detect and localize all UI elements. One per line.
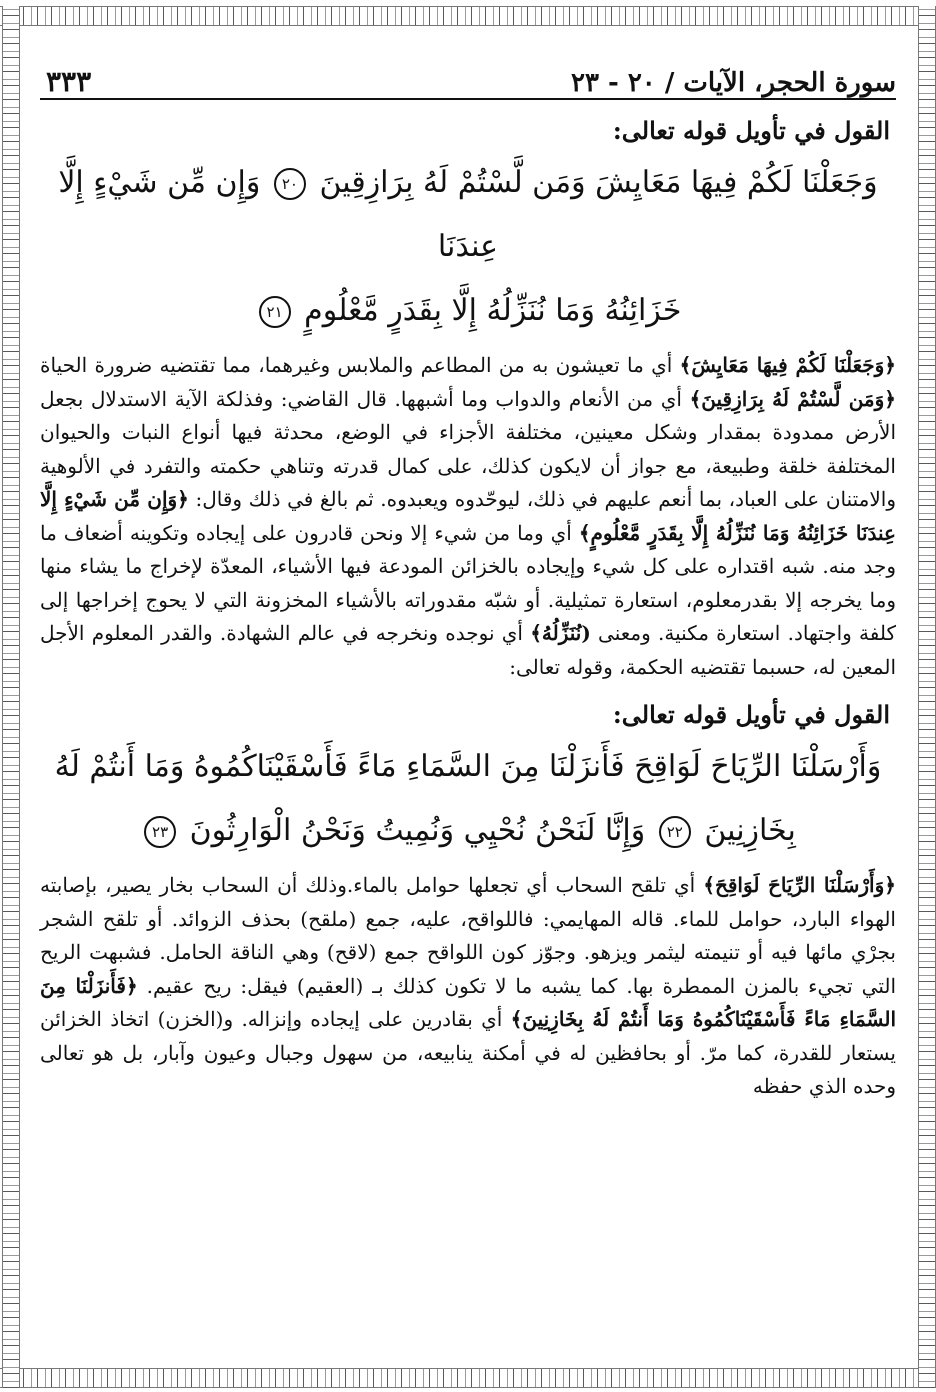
bottom-border: [0, 1368, 936, 1388]
verse-block-1: [40, 151, 896, 343]
ayah-marker: ٢٢: [659, 816, 691, 848]
page-header: [40, 44, 896, 100]
section-heading-1: القول في تأويل قوله تعالى:: [612, 116, 890, 145]
verse-line: بِخَازِنِينَ ٢٢ وَإِنَّا لَنَحْنُ نُحْيِي وَنُمِيتُ وَنَحْنُ الْوَارِثُونَ ٢٣: [54, 799, 882, 863]
left-border: [2, 6, 20, 1388]
verse-block-2: [40, 735, 896, 863]
commentary-paragraph-2: ﴿وَأَرْسَلْنَا الرِّيَاحَ لَوَاقِحَ﴾ أي تلقح السحاب أي تجعلها حوامل بالماء.وذلك أن السحاب بخار يصير، بإصابته الهواء البارد، حوامل للماء. قاله المهايمي: فاللواقح، عليه، جمع (ملقح) بحذف الزوائد. أو تلقح الشجر بجرْي مائها فيه أو تنيمته ليثمر ويزهو. وجوّز كون اللواقح جمع (لاقح) وهي الناقة الحامل. فشبهت الريح التي تجيء بالمزن الممطرة بها. كما يشبه ما لا تكون كذلك بـ (العقيم) فيقل: ريح عقيم. ﴿فَأَنزَلْنَا مِنَ السَّمَاءِ مَاءً فَأَسْقَيْنَاكُمُوهُ وَمَا أَنتُمْ لَهُ بِخَازِنِينَ﴾ أي بقادرين على إيجاده وإنزاله. و(الخزن) اتخاذ الخزائن يستعار للقدرة، كما مرّ. أو بحافظين له في أمكنة ينابيعه، من سهول وجبال وعيون وآبار، بل هو تعالى وحده الذي حفظه: [40, 873, 897, 1098]
commentary-paragraph-1: ﴿وَجَعَلْنَا لَكُمْ فِيهَا مَعَايِشَ﴾ أي ما تعيشون به من المطاعم والملابس وغيرهما، مما تقتضيه ضرورة الحياة ﴿وَمَن لَّسْتُمْ لَهُ بِرَازِقِينَ﴾ أي من الأنعام والدواب وما أشبهها. قال القاضي: وفذلكة الآية الاستدلال بجعل الأرض ممدودة بمقدار وشكل معينين، مختلفة الأجزاء في الوضع، محدثة فيها أنواع النبات والحيوان المختلفة خلقة وطبيعة، مع جواز أن لايكون كذلك، على كمال قدرته وتناهي حكمته والتفرد في الألوهية والامتنان على العباد، بما أنعم عليهم في ذلك، ليوحّدوه ويعبدوه. ثم بالغ في ذلك وقال: ﴿وَإِن مِّن شَيْءٍ إِلَّا عِندَنَا خَزَائِنُهُ وَمَا نُنَزِّلُهُ إِلَّا بِقَدَرٍ مَّعْلُومٍ﴾ أي وما من شيء إلا ونحن قادرون على إيجاده وتكوينه أضعاف ما وجد منه. شبه اقتداره على كل شيء وإيجاده بالخزائن المودعة فيها الأشياء، المعدّة لإخراج ما يشاء منها وما يخرجه إلا بقدرمعلوم، استعارة تمثيلية. أو شبّه مقدوراته بالأشياء المخزونة التي لا يحوج إخراجها إلى كلفة واجتهاد. استعارة مكنية. ومعنى (نُنَزِّلُهُ﴾ أي نوجده ونخرجه في عالم الشهادة. والقدر المعلوم الأجل المعين له، حسبما تقتضيه الحكمة، وقوله تعالى:: [40, 353, 897, 679]
verse-line: خَزَائِنُهُ وَمَا نُنَزِّلُهُ إِلَّا بِقَدَرٍ مَّعْلُومٍ ٢١: [54, 279, 882, 343]
section-heading-2: القول في تأويل قوله تعالى:: [612, 700, 890, 729]
running-title: سورة الحجر، الآيات / ٢٠ - ٢٣: [570, 68, 896, 98]
verse-line: وَأَرْسَلْنَا الرِّيَاحَ لَوَاقِحَ فَأَنزَلْنَا مِنَ السَّمَاءِ مَاءً فَأَسْقَيْنَاكُمُوهُ وَمَا أَنتُمْ لَهُ: [54, 749, 882, 784]
ayah-marker: ٢٣: [144, 816, 176, 848]
ayah-marker: ٢١: [259, 296, 291, 328]
page-content: [40, 44, 896, 1352]
right-border: [918, 6, 936, 1388]
top-border: [0, 6, 936, 26]
page-number: ٣٣٣: [46, 65, 92, 98]
verse-line: وَجَعَلْنَا لَكُمْ فِيهَا مَعَايِشَ وَمَن لَّسْتُمْ لَهُ بِرَازِقِينَ ٢٠ وَإِن مِّن شَيْءٍ إِلَّا عِندَنَا: [58, 165, 878, 264]
ayah-marker: ٢٠: [274, 168, 306, 200]
